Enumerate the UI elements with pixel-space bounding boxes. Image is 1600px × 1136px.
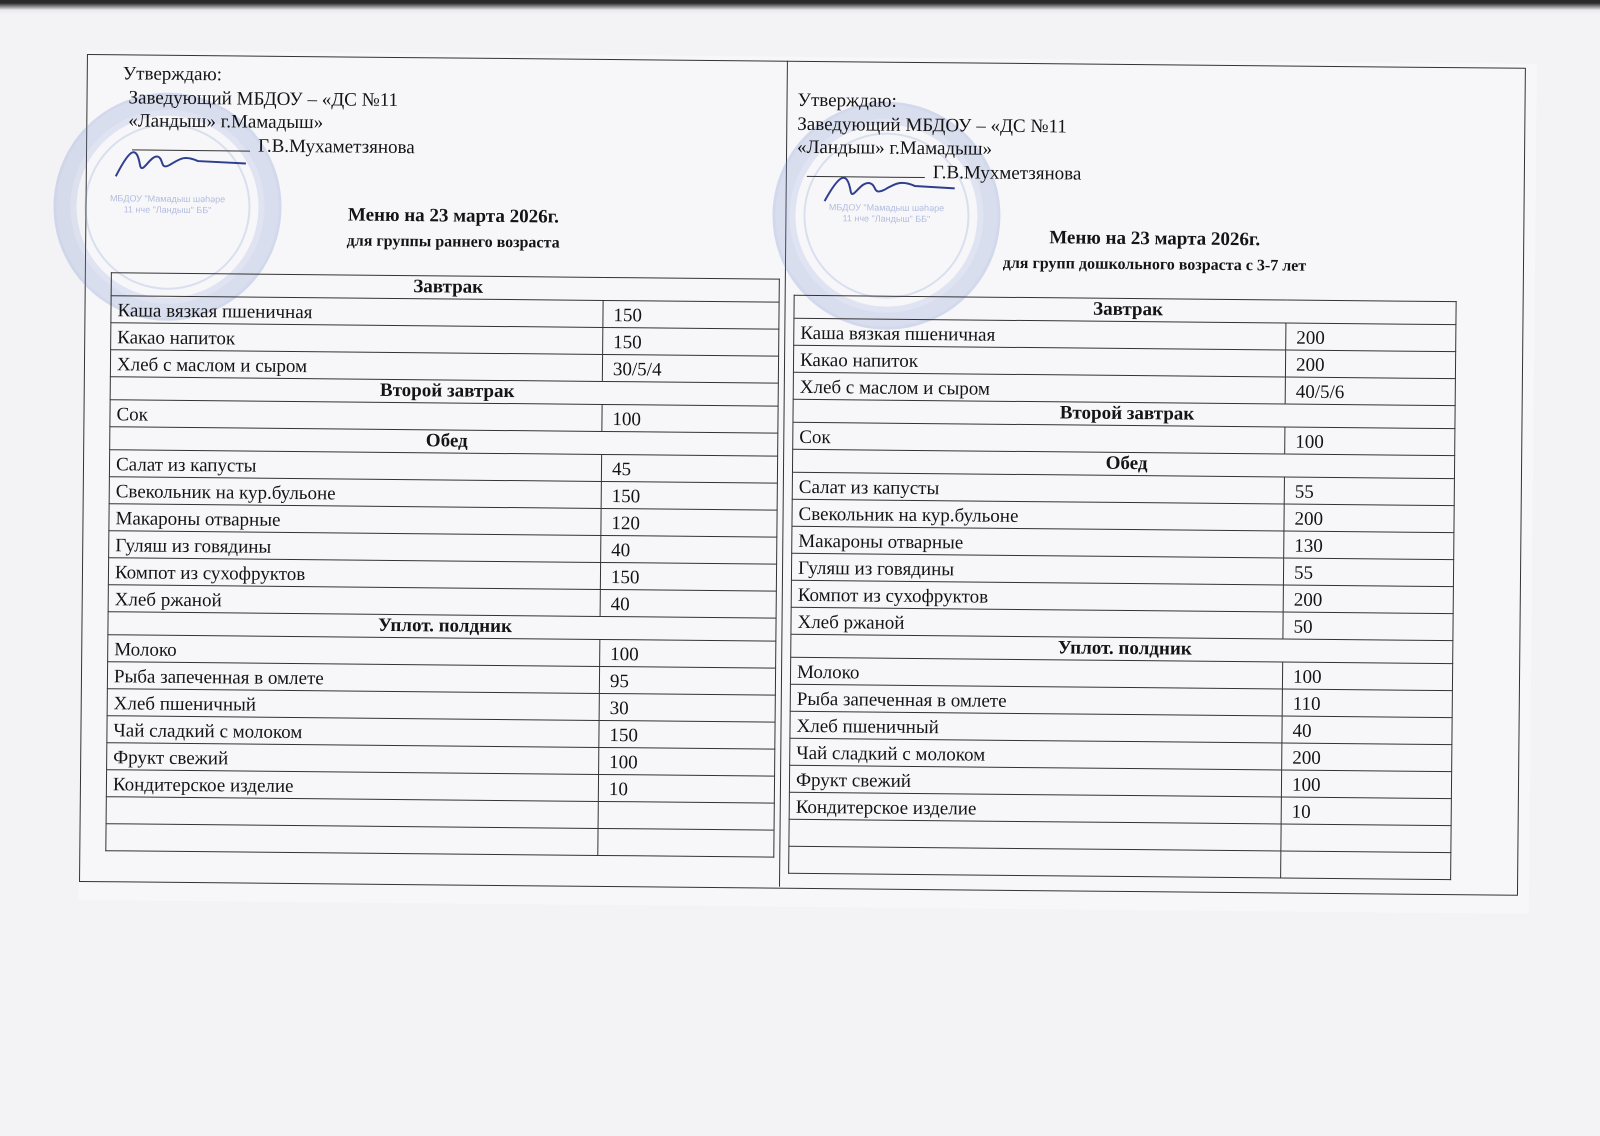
dish-quantity <box>598 828 774 857</box>
dish-name: Молоко <box>790 657 1282 689</box>
dish-name: Хлеб пшеничный <box>790 711 1282 743</box>
approval-signer-name: Г.В.Мухаметзянова <box>257 135 415 158</box>
dish-name: Фрукт свежий <box>107 743 599 775</box>
menu-title: Меню на 23 марта 2026г. <box>347 204 560 228</box>
dish-name: Какао напиток <box>111 323 603 355</box>
dish-quantity: 50 <box>1283 612 1453 641</box>
dish-quantity: 200 <box>1285 350 1455 379</box>
dish-quantity: 95 <box>599 666 775 695</box>
dish-quantity: 40 <box>600 589 776 618</box>
dish-quantity: 120 <box>601 508 777 537</box>
dish-quantity: 40 <box>601 535 777 564</box>
menu-row <box>789 846 1451 879</box>
dish-name: Свекольник на кур.бульоне <box>792 499 1284 531</box>
dish-name: Макароны отварные <box>792 526 1284 558</box>
dish-quantity: 150 <box>600 562 776 591</box>
dish-name: Гуляш из говядины <box>109 531 601 563</box>
dish-name: Свекольник на кур.бульоне <box>109 477 601 509</box>
dish-name <box>789 846 1281 878</box>
dish-name: Хлеб с маслом и сыром <box>110 350 602 382</box>
dish-quantity: 100 <box>1281 770 1451 799</box>
dish-quantity: 10 <box>1281 797 1451 826</box>
stamp-text-line2: 11 нче "Ландыш" ББ" <box>842 212 931 224</box>
dish-name: Фрукт свежий <box>789 765 1281 797</box>
section-title: Обед <box>792 449 1454 478</box>
stamp-text-line1: МБДОУ "Мамадыш шәһәре <box>828 201 945 213</box>
dish-quantity: 55 <box>1284 477 1454 506</box>
dish-quantity: 200 <box>1286 323 1456 352</box>
stamp-text-line1: МБДОУ "Мамадыш шәһәре <box>109 192 226 205</box>
dish-quantity: 55 <box>1283 558 1453 587</box>
approval-institution: «Ландыш» г.Мамадыш» <box>796 136 993 160</box>
section-title: Обед <box>110 427 778 456</box>
dish-quantity: 45 <box>601 454 777 483</box>
dish-quantity <box>1281 851 1451 880</box>
scan-top-edge <box>0 0 1600 14</box>
menu-title: Меню на 23 марта 2026г. <box>1049 227 1261 251</box>
dish-name: Рыба запеченная в омлете <box>107 662 599 694</box>
dish-quantity: 130 <box>1284 531 1454 560</box>
menu-table <box>105 272 780 857</box>
dish-quantity: 100 <box>599 747 775 776</box>
dish-quantity: 150 <box>601 481 777 510</box>
right-menu-panel <box>779 61 1525 894</box>
dish-quantity: 100 <box>1285 427 1455 456</box>
section-title: Второй завтрак <box>110 377 778 406</box>
approval-institution: «Ландыш» г.Мамадыш» <box>128 110 324 134</box>
dish-name: Молоко <box>108 635 600 667</box>
section-title: Завтрак <box>794 295 1456 324</box>
dish-name: Сок <box>110 400 602 432</box>
dish-quantity: 200 <box>1283 585 1453 614</box>
dish-name: Хлеб ржаной <box>108 585 600 617</box>
dish-name: Салат из капусты <box>109 450 601 482</box>
dish-quantity: 110 <box>1282 689 1452 718</box>
menu-sheet <box>79 50 1537 914</box>
approval-signature-line <box>797 159 1082 185</box>
dish-quantity: 150 <box>603 327 779 356</box>
dish-name <box>106 824 598 856</box>
approval-signature-line <box>122 133 415 159</box>
dish-name: Компот из сухофруктов <box>108 558 600 590</box>
approval-block <box>122 62 416 159</box>
dish-quantity: 40/5/6 <box>1285 377 1455 406</box>
stamp-text-line2: 11 нче "Ландыш" ББ" <box>123 204 212 215</box>
dish-quantity: 100 <box>600 639 776 668</box>
dish-name: Салат из капусты <box>792 472 1284 504</box>
dish-quantity: 100 <box>1282 662 1452 691</box>
dish-quantity <box>1281 824 1451 853</box>
dish-name: Каша вязкая пшеничная <box>111 296 603 328</box>
section-title: Уплот. полдник <box>791 634 1453 663</box>
dish-quantity: 10 <box>598 774 774 803</box>
dish-name: Чай сладкий с молоком <box>790 738 1282 770</box>
menu-table <box>788 295 1457 880</box>
dish-name: Хлеб ржаной <box>791 607 1283 639</box>
dish-name: Каша вязкая пшеничная <box>794 318 1286 350</box>
dish-name: Какао напиток <box>793 345 1285 377</box>
dish-name: Хлеб пшеничный <box>107 689 599 721</box>
approval-block <box>797 89 1082 186</box>
dish-name: Компот из сухофруктов <box>791 580 1283 612</box>
approval-position: Заведующий МБДОУ – «ДС №11 <box>797 113 1067 137</box>
approval-heading: Утверждаю: <box>797 89 897 112</box>
dish-name: Сок <box>793 422 1285 454</box>
menu-row <box>106 824 774 857</box>
dish-name: Хлеб с маслом и сыром <box>793 372 1285 404</box>
dish-quantity <box>598 801 774 830</box>
dish-name: Чай сладкий с молоком <box>107 716 599 748</box>
dish-name: Кондитерское изделие <box>789 792 1281 824</box>
dish-quantity: 30/5/4 <box>602 354 778 383</box>
approval-position: Заведующий МБДОУ – «ДС №11 <box>128 86 399 111</box>
dish-quantity: 100 <box>602 404 778 433</box>
dish-quantity: 200 <box>1282 743 1452 772</box>
dish-quantity: 200 <box>1284 504 1454 533</box>
section-title: Завтрак <box>111 273 779 302</box>
menu-group-title: для групп дошкольного возраста с 3-7 лет <box>1002 254 1307 275</box>
dish-quantity: 150 <box>599 720 775 749</box>
left-menu-panel <box>79 54 787 887</box>
section-title: Уплот. полдник <box>108 612 776 641</box>
dish-name: Рыба запеченная в омлете <box>790 684 1282 716</box>
dish-name: Кондитерское изделие <box>106 770 598 802</box>
section-title: Второй завтрак <box>793 399 1455 428</box>
dish-name: Макароны отварные <box>109 504 601 536</box>
dish-quantity: 150 <box>603 300 779 329</box>
approval-signer-name: Г.В.Мухметзянова <box>932 161 1082 185</box>
menu-group-title: для группы раннего возраста <box>346 232 560 252</box>
dish-name: Гуляш из говядины <box>791 553 1283 585</box>
dish-quantity: 40 <box>1282 716 1452 745</box>
approval-heading: Утверждаю: <box>122 63 223 86</box>
dish-quantity: 30 <box>599 693 775 722</box>
